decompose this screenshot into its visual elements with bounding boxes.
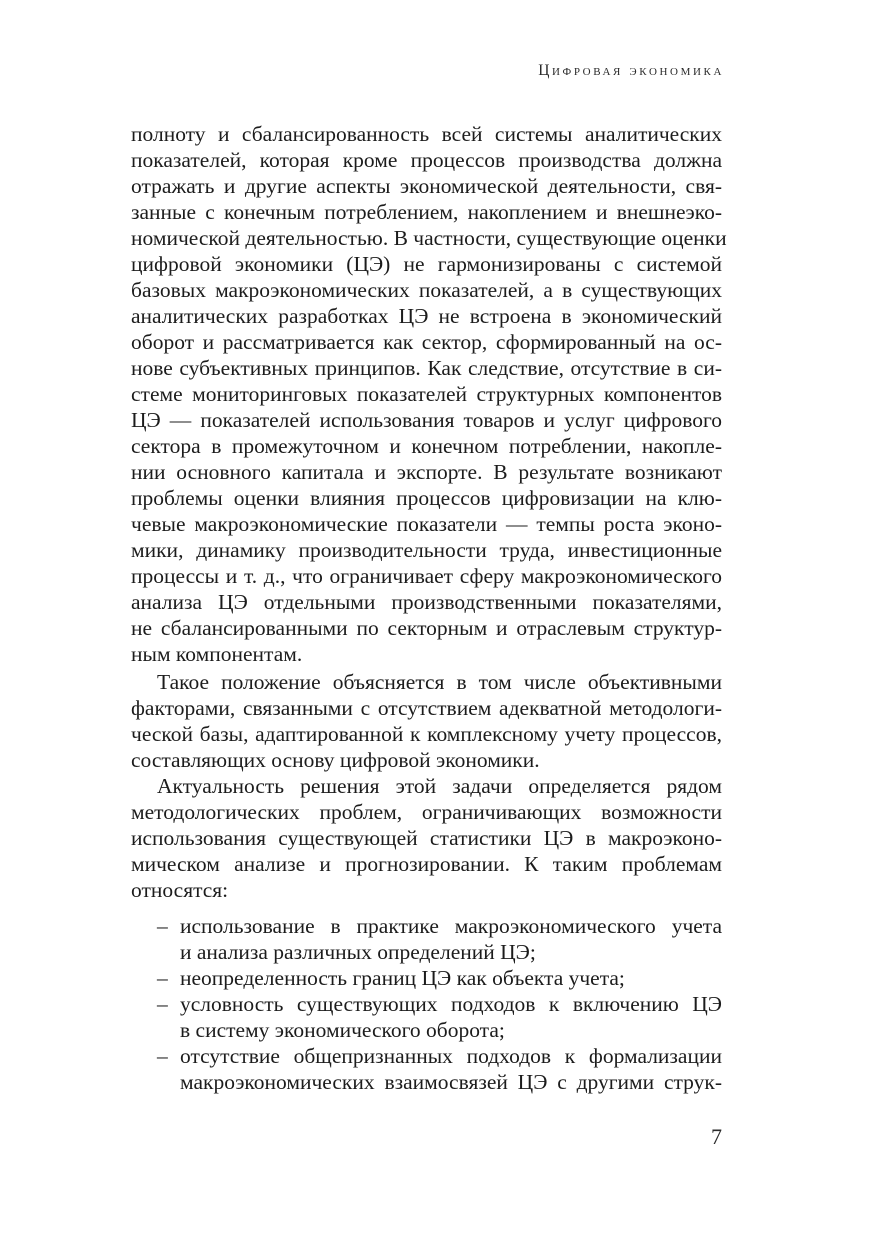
- text-line: составляющих основу цифровой экономики.: [131, 748, 540, 772]
- text-line: оборот и рассматривается как сектор, сформированный на ос-: [131, 330, 722, 354]
- text-line: ным компонентам.: [131, 642, 303, 666]
- text-line: нии основного капитала и экспорте. В результате возникают: [131, 460, 722, 484]
- text-line: полноту и сбалансированность всей системы аналитических: [131, 122, 722, 146]
- text-line: методологических проблем, ограничивающих возможности: [131, 800, 722, 824]
- list-item: [157, 965, 722, 991]
- list-item: [157, 1043, 722, 1069]
- text-line: ЦЭ — показателей использования товаров и услуг цифрового: [131, 408, 722, 432]
- text-line: Актуальность решения этой задачи определяется рядом: [157, 774, 722, 798]
- list-dash: –: [157, 914, 168, 938]
- text-line: стеме мониторинговых показателей структурных компонентов: [131, 382, 722, 406]
- list-item-text: отсутствие общепризнанных подходов к формализации: [180, 1044, 722, 1068]
- text-line: проблемы оценки влияния процессов цифровизации на клю-: [131, 486, 722, 510]
- text-line: относятся:: [131, 878, 229, 902]
- text-line: занные с конечным потреблением, накоплением и внешнеэко-: [131, 200, 722, 224]
- text-line: базовых макроэкономических показателей, а в существующих: [131, 278, 722, 302]
- text-line: анализа ЦЭ отдельными производственными показателями,: [131, 590, 722, 614]
- text-line: отражать и другие аспекты экономической деятельности, свя-: [131, 174, 722, 198]
- text-line: номической деятельностью. В частности, существующие оценки: [131, 226, 727, 250]
- running-head: Цифровая экономика: [538, 62, 724, 79]
- text-line: показателей, которая кроме процессов производства должна: [131, 148, 722, 172]
- text-line: нове субъективных принципов. Как следствие, отсутствие в си-: [131, 356, 722, 380]
- list-dash: –: [157, 1044, 168, 1068]
- text-line: мики, динамику производительности труда, инвестиционные: [131, 538, 722, 562]
- list-item-text: использование в практике макроэкономического учета: [180, 914, 722, 938]
- text-line: использования существующей статистики ЦЭ в макроэконо-: [131, 826, 722, 850]
- text-line: чевые макроэкономические показатели — темпы роста эконо-: [131, 512, 722, 536]
- list-item: [157, 913, 722, 939]
- list-item-continuation: и анализа различных определений ЦЭ;: [180, 940, 536, 964]
- text-line: аналитических разработках ЦЭ не встроена в экономический: [131, 304, 722, 328]
- text-line: мическом анализе и прогнозировании. К таким проблемам: [131, 852, 722, 876]
- list-dash: –: [157, 966, 168, 990]
- text-line: факторами, связанными с отсутствием адекватной методологи-: [131, 696, 722, 720]
- list-item-continuation: макроэкономических взаимосвязей ЦЭ с другими струк-: [180, 1070, 722, 1094]
- page-number: 7: [711, 1124, 722, 1149]
- text-line: не сбалансированными по секторным и отраслевым структур-: [131, 616, 722, 640]
- text-line: цифровой экономики (ЦЭ) не гармонизированы с системой: [131, 252, 722, 276]
- list-item-text: неопределенность границ ЦЭ как объекта учета;: [180, 966, 625, 990]
- list-item-text: условность существующих подходов к включению ЦЭ: [180, 992, 722, 1016]
- list-item-continuation: в систему экономического оборота;: [180, 1018, 505, 1042]
- text-line: процессы и т. д., что ограничивает сферу макроэкономического: [131, 564, 722, 588]
- text-line: ческой базы, адаптированной к комплексному учету процессов,: [131, 722, 722, 746]
- text-line: Такое положение объясняется в том числе объективными: [157, 670, 722, 694]
- list-dash: –: [157, 992, 168, 1016]
- list-item: [157, 991, 722, 1017]
- text-line: сектора в промежуточном и конечном потреблении, накопле-: [131, 434, 722, 458]
